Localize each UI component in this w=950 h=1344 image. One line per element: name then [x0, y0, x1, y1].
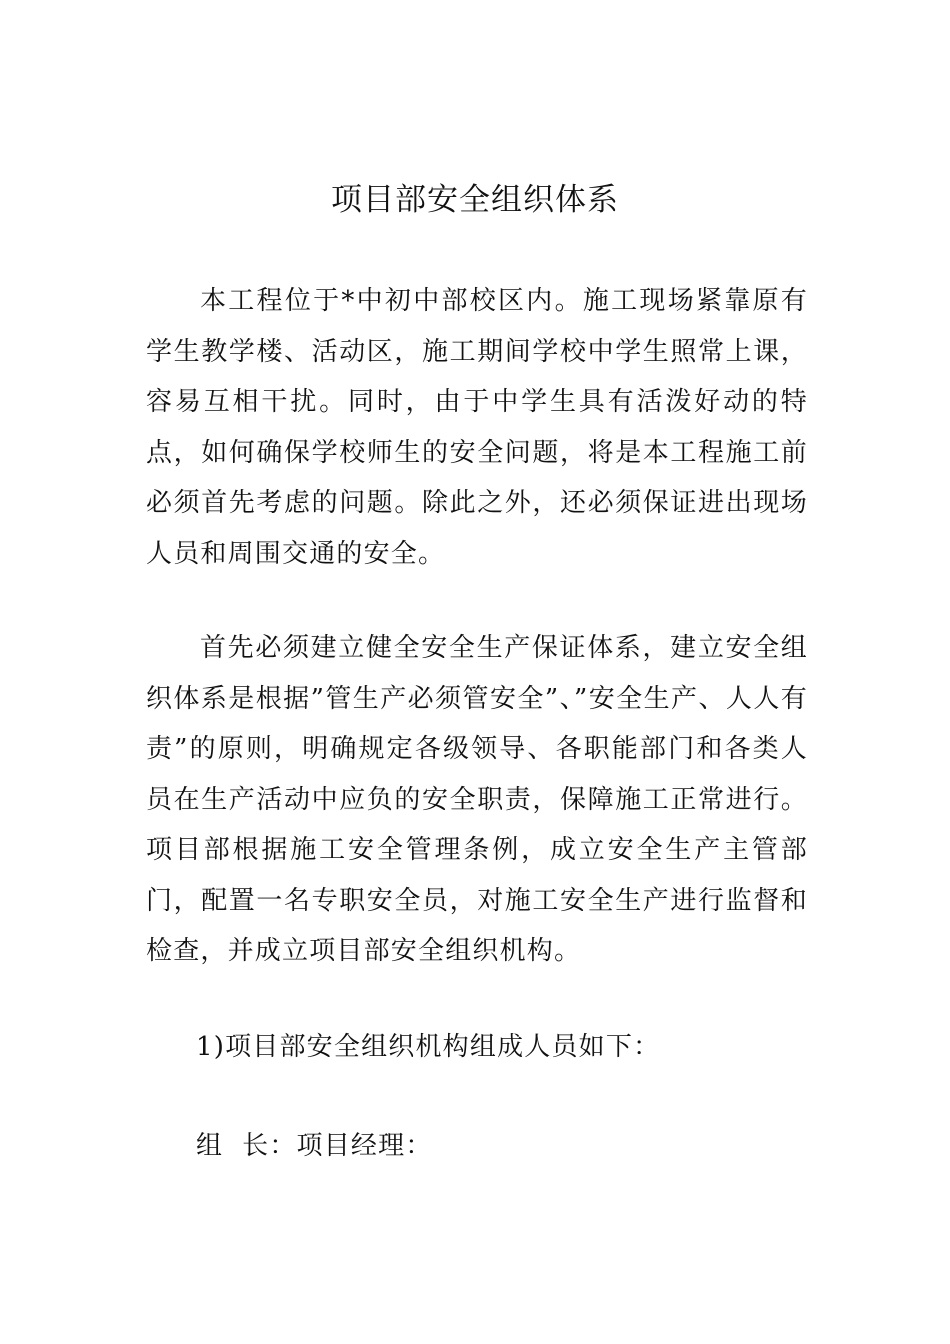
group-leader-line: 组 长：项目经理： [196, 1131, 433, 1161]
document-title: 项目部安全组织体系 [331, 182, 619, 218]
organization-members-heading: 1)项目部安全组织机构组成人员如下： [196, 1032, 661, 1062]
intro-paragraph: 本工程位于*中初中部校区内。施工现场紧靠原有学生教学楼、活动区，施工期间学校中学生照常上课，容易互相干扰。同时，由于中学生具有活泼好动的特点，如何确保学校师生的安全问题，将是本工程施工前必须首先考虑的问题。除此之外，还必须保证进出现场人员和周围交通的安全。 [146, 286, 808, 569]
safety-system-paragraph: 首先必须建立健全安全生产保证体系，建立安全组织体系是根据”管生产必须管安全”、”安全生产、人人有责”的原则，明确规定各级领导、各职能部门和各类人员在生产活动中应负的安全职责，保障施工正常进行。项目部根据施工安全管理条例，成立安全生产主管部门，配置一名专职安全员，对施工安全生产进行监督和检查，并成立项目部安全组织机构。 [146, 633, 808, 966]
